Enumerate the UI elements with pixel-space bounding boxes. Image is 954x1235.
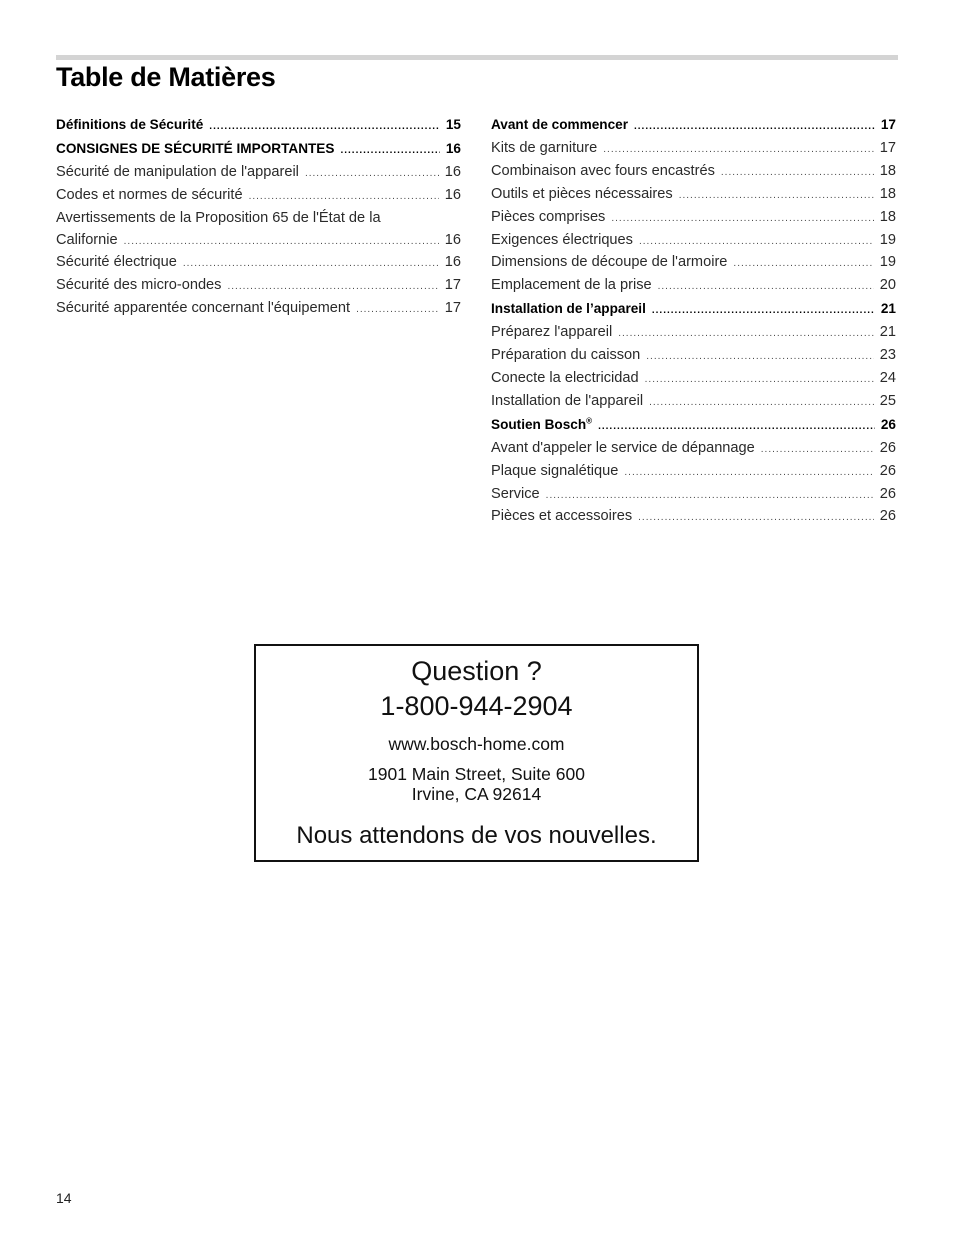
toc-entry-text: Soutien Bosch <box>491 416 587 432</box>
toc-leader-dots <box>634 116 875 138</box>
toc-leader-dots <box>646 346 873 368</box>
toc-entry-label <box>491 207 611 229</box>
toc-page-number: 18 <box>879 162 896 179</box>
toc-entry-label <box>56 138 340 160</box>
toc-entry[interactable] <box>491 414 896 438</box>
toc-entry[interactable] <box>56 252 461 275</box>
toc-entry-text: Service <box>491 485 540 502</box>
toc-page-number: 23 <box>879 347 896 364</box>
toc-page-number: 26 <box>879 485 896 502</box>
toc-leader-dots <box>249 186 439 208</box>
toc-leader-dots <box>658 276 874 298</box>
toc-leader-dots <box>305 163 439 185</box>
toc-leader-dots <box>124 231 439 253</box>
toc-entry-label <box>491 230 639 252</box>
toc-page-number: 24 <box>879 369 896 386</box>
toc-entry-text: Kits de garniture <box>491 139 598 156</box>
toc-page-number: 16 <box>444 254 461 271</box>
toc-entry[interactable] <box>491 207 896 230</box>
toc-entry-label <box>491 484 546 506</box>
address-line-1: 1901 Main Street, Suite 600 <box>368 764 585 784</box>
toc-page-number: 17 <box>444 277 461 294</box>
toc-entry-text: Sécurité apparentée concernant l'équipement <box>56 300 351 317</box>
toc-entry[interactable] <box>56 162 461 185</box>
toc-leader-dots <box>761 439 874 461</box>
toc-leader-dots <box>598 416 875 438</box>
toc-leader-dots <box>611 208 873 230</box>
toc-entry-label <box>491 461 624 483</box>
toc-entry[interactable] <box>56 275 461 298</box>
toc-leader-dots <box>227 276 438 298</box>
toc-page-number: 20 <box>879 277 896 294</box>
toc-leader-dots <box>679 185 874 207</box>
toc-entry-text: Avant de commencer <box>491 117 628 132</box>
toc-entry[interactable] <box>56 138 461 162</box>
toc-entry-text: Préparez l'appareil <box>491 324 613 341</box>
toc-page-number: 16 <box>444 186 461 203</box>
toc-page-number: 26 <box>879 462 896 479</box>
toc-entry-label <box>56 298 356 320</box>
toc-page-number: 26 <box>880 416 896 432</box>
toc-leader-dots <box>356 299 439 321</box>
toc-page-number: 21 <box>880 301 896 317</box>
toc-leader-dots <box>603 139 873 161</box>
toc-entry-text: Exigences électriques <box>491 231 633 248</box>
toc-entry[interactable] <box>56 185 461 208</box>
toc-entry-label-continued: Californie <box>56 231 118 248</box>
toc-entry-text: Pièces et accessoires <box>491 508 633 525</box>
page-title: Table de Matières <box>56 62 276 92</box>
toc-entry[interactable] <box>491 184 896 207</box>
toc-entry-label <box>491 275 658 297</box>
toc-page-number: 26 <box>879 508 896 525</box>
contact-box <box>254 644 699 862</box>
contact-tagline: Nous attendons de vos nouvelles. <box>296 822 657 849</box>
toc-page-number: 26 <box>879 439 896 456</box>
toc-leader-dots <box>638 507 874 529</box>
toc-entry-label <box>491 391 649 413</box>
toc-entry-text: CONSIGNES DE SÉCURITÉ IMPORTANTES <box>56 140 335 156</box>
toc-entry[interactable] <box>491 114 896 138</box>
toc-entry-label <box>56 275 227 297</box>
toc-leader-dots <box>721 162 874 184</box>
toc-entry-label: Avertissements de la Proposition 65 de l'État de la <box>56 209 381 226</box>
toc-leader-dots <box>209 116 440 138</box>
toc-page-number: 16 <box>444 163 461 180</box>
toc-entry-label <box>491 138 603 160</box>
toc-left-column <box>56 114 461 321</box>
toc-entry-label <box>491 161 721 183</box>
toc-entry-text: Avant d'appeler le service de dépannage <box>491 439 755 456</box>
toc-leader-dots <box>652 300 875 322</box>
toc-entry-text: Préparation du caisson <box>491 347 641 364</box>
toc-entry-label <box>56 252 183 274</box>
toc-entry[interactable] <box>56 114 461 138</box>
toc-page-number: 21 <box>879 324 896 341</box>
toc-entry-label <box>56 185 249 207</box>
question-heading: Question ? <box>411 656 542 686</box>
toc-entry[interactable] <box>56 298 461 321</box>
toc-entry-text: Dimensions de découpe de l'armoire <box>491 254 728 271</box>
toc-entry-label <box>491 298 652 320</box>
toc-entry-label <box>56 162 305 184</box>
address-line-2: Irvine, CA 92614 <box>411 784 542 804</box>
toc-entry[interactable] <box>491 161 896 184</box>
toc-page-number: 16 <box>445 140 461 156</box>
toc-entry-label <box>491 368 645 390</box>
toc-entry-line2 <box>56 230 461 253</box>
toc-entry-text: Conecte la electricidad <box>491 369 639 386</box>
toc-entry-text: Codes et normes de sécurité <box>56 186 243 203</box>
toc-leader-dots <box>733 253 873 275</box>
toc-leader-dots <box>340 140 439 162</box>
page-number: 14 <box>56 1190 72 1206</box>
toc-entry-text: Installation de l’appareil <box>491 301 646 317</box>
toc-page-number: 17 <box>879 139 896 156</box>
toc-entry-text: Sécurité de manipulation de l'appareil <box>56 163 299 180</box>
toc-leader-dots <box>183 253 439 275</box>
toc-entry-text: Sécurité des micro-ondes <box>56 277 222 294</box>
toc-entry-text: Installation de l'appareil <box>491 392 644 409</box>
toc-page-number: 16 <box>444 231 461 248</box>
toc-entry[interactable] <box>491 298 896 322</box>
phone-number[interactable]: 1-800-944-2904 <box>380 691 573 721</box>
toc-entry[interactable] <box>491 391 896 414</box>
toc-entry[interactable] <box>491 368 896 391</box>
toc-leader-dots <box>624 462 873 484</box>
toc-entry-text: Outils et pièces nécessaires <box>491 185 673 202</box>
toc-entry-label <box>491 184 679 206</box>
website-link[interactable]: www.bosch-home.com <box>388 734 565 754</box>
toc-page-number: 25 <box>879 392 896 409</box>
toc-entry-label <box>491 414 598 436</box>
toc-page-number: 18 <box>879 185 896 202</box>
toc-entry-label <box>491 322 618 344</box>
toc-entry-text: Définitions de Sécurité <box>56 117 204 132</box>
toc-leader-dots <box>649 392 874 414</box>
toc-entry[interactable] <box>491 230 896 253</box>
toc-entry[interactable] <box>491 138 896 161</box>
top-rule <box>56 55 898 60</box>
toc-leader-dots <box>639 231 874 253</box>
toc-leader-dots <box>645 369 874 391</box>
registered-mark: ® <box>586 416 593 426</box>
toc-entry-label <box>491 506 638 528</box>
toc-entry[interactable] <box>491 252 896 275</box>
toc-entry[interactable] <box>491 345 896 368</box>
toc-entry-text: Sécurité électrique <box>56 254 177 271</box>
toc-entry-text: Plaque signalétique <box>491 462 619 479</box>
toc-page-number: 15 <box>445 117 461 132</box>
toc-entry[interactable] <box>491 506 896 529</box>
toc-page-number: 17 <box>444 300 461 317</box>
toc-right-column <box>491 114 896 529</box>
toc-leader-dots <box>546 485 874 507</box>
toc-entry[interactable] <box>491 484 896 507</box>
toc-entry[interactable] <box>491 438 896 461</box>
toc-entry[interactable] <box>491 322 896 345</box>
toc-entry-label <box>56 114 209 136</box>
toc-entry-text: Emplacement de la prise <box>491 277 652 294</box>
toc-entry-label <box>491 345 646 367</box>
toc-page-number: 19 <box>879 231 896 248</box>
toc-page-number: 17 <box>880 117 896 132</box>
toc-entry-text: Pièces comprises <box>491 208 606 225</box>
toc-entry[interactable] <box>491 275 896 298</box>
toc-entry[interactable] <box>491 461 896 484</box>
toc-entry-label <box>491 252 733 274</box>
toc-entry-text: Combinaison avec fours encastrés <box>491 162 715 179</box>
toc-entry[interactable] <box>56 208 461 253</box>
toc-entry-label <box>491 438 761 460</box>
toc-page-number: 19 <box>879 254 896 271</box>
toc-leader-dots <box>618 323 874 345</box>
toc-page-number: 18 <box>879 208 896 225</box>
toc-entry-label <box>491 114 634 136</box>
